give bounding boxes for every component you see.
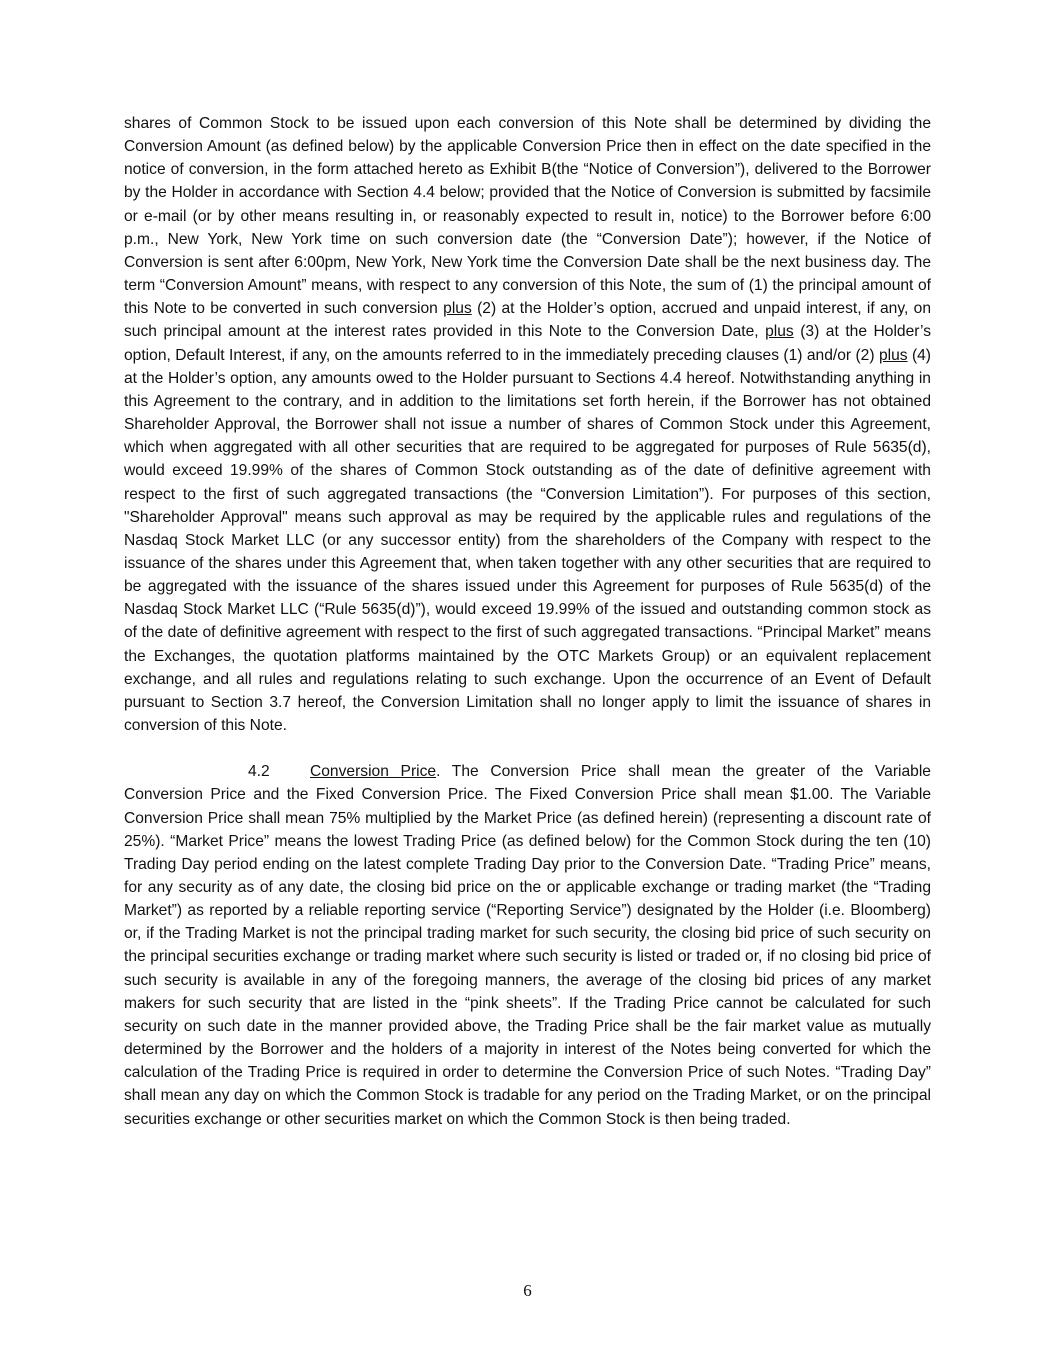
section-heading: Conversion Price [310,763,437,781]
paragraph-conversion-amount [124,112,931,737]
document-page [124,112,931,1131]
section-body: . The Conversion Price shall mean the greater of the Variable Conversion Price and the Fixed Conversion Price. The Fixed Conversion Price shall mean $1.00. The Variable Conversion Price shall mean 75% multiplied by the Market Price (as defined herein) (representing a discount rate of 25%). “Market Price” means the lowest Trading Price (as defined below) for the Common Stock during the ten (10) Trading Day period ending on the latest complete Trading Day prior to the Conversion Date. “Trading Price” means, for any security as of any date, the closing bid price on the or applicable exchange or trading market (the “Trading Market”) as reported by a reliable reporting service (“Reporting Service”) designated by the Holder (i.e. Bloomberg) or, if the Trading Market is not the principal trading market for such security, the closing bid price of such security on the principal securities exchange or trading market where such security is listed or traded or, if no closing bid price of such security is available in any of the foregoing manners, the average of the closing bid prices of any market makers for such security that are listed in the “pink sheets”. If the Trading Price cannot be calculated for such security on such date in the manner provided above, the Trading Price shall be the fair market value as mutually determined by the Borrower and the holders of a majority in interest of the Notes being converted for which the calculation of the Trading Price is required in order to determine the Conversion Price of such Notes. “Trading Day” shall mean any day on which the Common Stock is tradable for any period on the Trading Market, or on the principal securities exchange or other securities market on which the Common Stock is then being traded. [124,763,931,1128]
text-segment: (2) at the Holder’s option, accrued and unpaid interest, if any, on such principal amount at the interest rates provided in this Note to the Conversion Date, [124,300,932,341]
plus-underlined: plus [765,323,794,341]
page-number: 6 [523,1281,532,1300]
plus-underlined: plus [878,346,908,364]
paragraph-section-4-2 [124,760,931,1131]
text-segment: shares of Common Stock to be issued upon each conversion of this Note shall be determined by dividing the Conversion Amount (as defined below) by the applicable Conversion Price then in effect on the date specified in the notice of conversion, in the form attached hereto as Exhibit B(the “Notice of Conversion”), delivered to the Borrower by the Holder in accordance with Section 4.4 below; provided that the Notice of Conversion is submitted by facsimile or e-mail (or by other means resulting in, or reasonably expected to result in, notice) to the Borrower before 6:00 p.m., New York, New York time on such conversion date (the “Conversion Date”); however, if the Notice of Conversion is sent after 6:00pm, New York, New York time the Conversion Date shall be the next business day. The term “Conversion Amount” means, with respect to any conversion of this Note, the sum of (1) the principal amount of this Note to be converted in such conversion [124,115,931,318]
text-segment: (4) at the Holder’s option, any amounts owed to the Holder pursuant to Sections 4.4 hereof. Notwithstanding anything in this Agreement to the contrary, and in addition to the limitations set forth herein, if the Borrower has not obtained Shareholder Approval, the Borrower shall not issue a number of shares of Common Stock under this Agreement, which when aggregated with all other securities that are required to be aggregated for purposes of Rule 5635(d), would exceed 19.99% of the shares of Common Stock outstanding as of the date of definitive agreement with respect to the first of such aggregated transactions (the “Conversion Limitation”). For purposes of this section, "Shareholder Approval" means such approval as may be required by the applicable rules and regulations of the Nasdaq Stock Market LLC (or any successor entity) from the shareholders of the Company with respect to the issuance of the shares under this Agreement that, when taken together with any other securities that are required to be aggregated with the issuance of the shares issued under this Agreement for purposes of Rule 5635(d) of the Nasdaq Stock Market LLC (“Rule 5635(d)”), would exceed 19.99% of the issued and outstanding common stock as of the date of definitive agreement with respect to the first of such aggregated transactions. “Principal Market” means the Exchanges, the quotation platforms maintained by the OTC Markets Group) or an equivalent replacement exchange, and all rules and regulations relating to such exchange. Upon the occurrence of an Event of Default pursuant to Section 3.7 hereof, the Conversion Limitation shall no longer apply to limit the issuance of shares in conversion of this Note. [124,346,931,735]
text-segment: (3) at the Holder’s option, Default Interest, if any, on the amounts referred to in the immediately preceding clauses (1) and/or (2) [124,323,931,364]
section-number: 4.2 [248,763,270,781]
plus-underlined: plus [443,300,472,318]
